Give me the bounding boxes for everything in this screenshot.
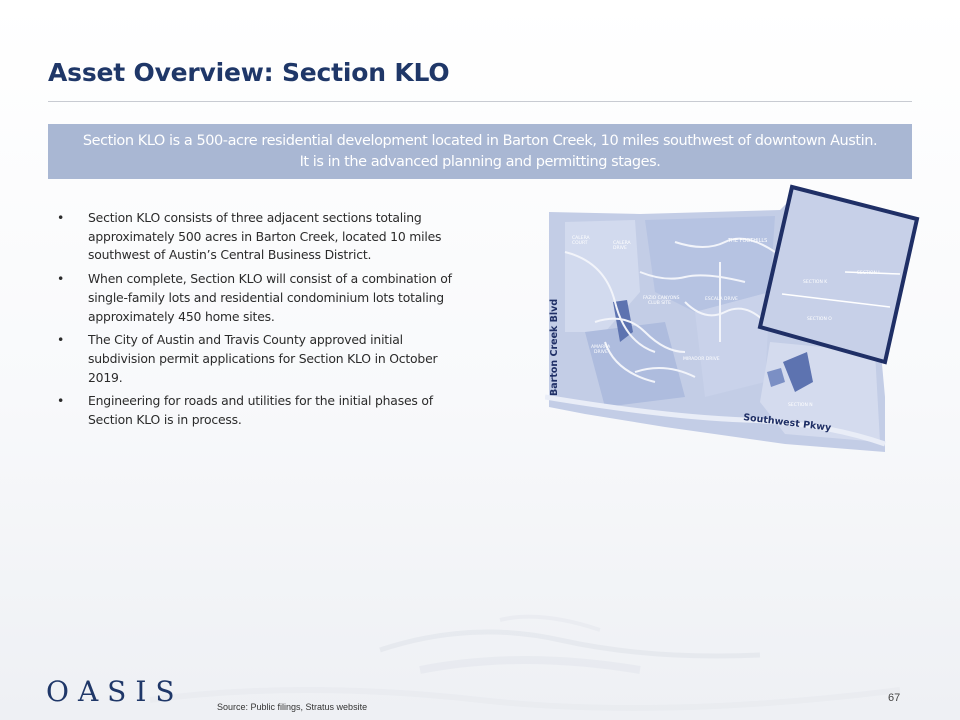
label-calera-drive: CALERA DRIVE [613,241,631,251]
label-section-n: SECTION N [788,403,813,408]
site-map [545,182,925,452]
source-note: Source: Public filings, Stratus website [217,702,368,712]
label-section-o: SECTION O [807,317,832,322]
bullet-item: • The City of Austin and Travis County approved initial subdivision permit applications for Section KLO in October 2019. [48,331,458,387]
bullet-item: • When complete, Section KLO will consist of a combination of single-family lots and residential condominium lots totaling approximately 450 home sites. [48,270,458,326]
label-section-l: SECTION L [857,271,881,276]
label-southwest-pkwy: Southwest Pkwy [742,412,832,434]
bullet-list [48,209,458,435]
oasis-logo: OASIS [46,675,184,708]
page-title: Asset Overview: Section KLO [48,58,450,87]
label-the-foothills: THE FOOTHILLS [728,238,768,244]
bullet-item: • Section KLO consists of three adjacent sections totaling approximately 500 acres in Barton Creek, located 10 miles southwest of Austin’s Central Business District. [48,209,458,265]
title-divider [48,101,912,102]
page-number: 67 [888,692,901,704]
label-canyons-club: FAZIO CANYONS CLUB SITE [643,296,680,306]
bullet-item: • Engineering for roads and utilities for the initial phases of Section KLO is in process. [48,392,458,429]
label-amarra-drive: AMARRA DRIVE [591,345,611,355]
label-mirador-drive: MIRADOR DRIVE [683,357,720,362]
label-barton-creek-blvd: Barton Creek Blvd [549,298,560,396]
summary-banner [48,124,912,179]
label-escala-drive: ESCALA DRIVE [705,297,738,302]
banner-line-1: Section KLO is a 500-acre residential development located in Barton Creek, 10 miles southwest of downtown Austin. [82,132,878,149]
banner-line-2: It is in the advanced planning and permitting stages. [299,153,661,170]
label-calera-court: CALERA COURT [572,236,590,246]
label-section-k: SECTION K [803,280,828,285]
